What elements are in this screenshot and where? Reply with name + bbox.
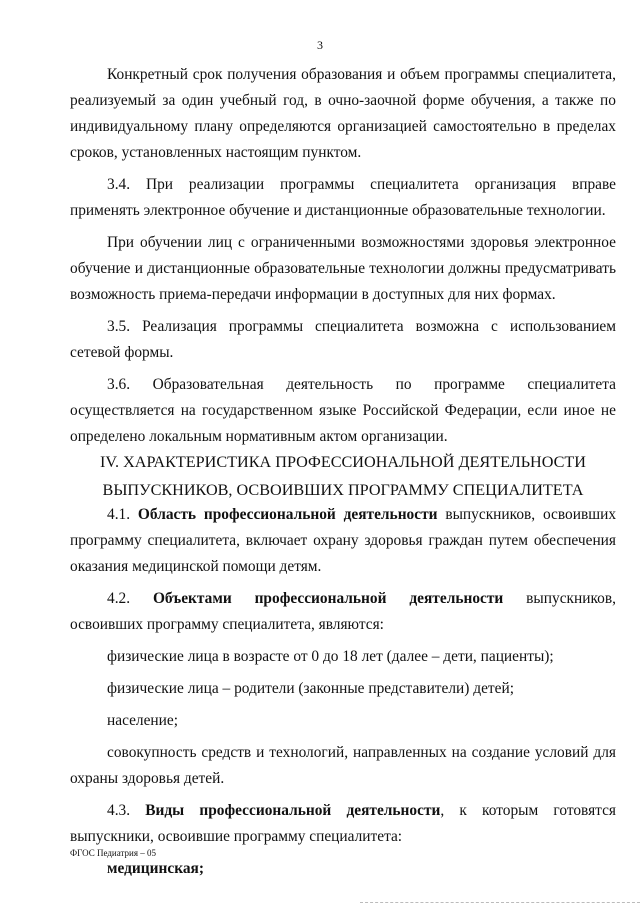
paragraph-3-4: 3.4. При реализации программы специалитета организация вправе применять электронное обучение и дистанционные образовательные технологии. xyxy=(70,176,616,219)
paragraph-4-3-number: 4.3. xyxy=(107,802,146,819)
paragraph-4-2 xyxy=(70,586,616,638)
paragraph-4-1-term: Область профессиональной деятельности xyxy=(137,506,438,523)
paragraph-disabilities: При обучении лиц с ограниченными возможностями здоровья электронное обучение и дистанционные образовательные технологии должны предусматривать возможность приема-передачи информации в доступных для них формах. xyxy=(70,234,616,303)
paragraph-study-term: Конкретный срок получения образования и объем программы специалитета, реализуемый за один учебный год, в очно-заочной форме обучения, а также по индивидуальному плану определяются организацией самостоятельно в пределах сроков, установленных настоящим пунктом. xyxy=(70,66,616,161)
section-heading-line-2: ВЫПУСКНИКОВ, ОСВОИВШИХ ПРОГРАММУ СПЕЦИАЛИТЕТА xyxy=(102,481,584,499)
section-heading xyxy=(70,448,616,504)
section-four-text xyxy=(70,502,616,882)
list-item-parents: физические лица – родители (законные представители) детей; xyxy=(107,680,514,697)
paragraph-4-3-text: , к которым готовятся выпускники, освоившие программу специалитета: xyxy=(70,802,617,845)
paragraph-3-6: 3.6. Образовательная деятельность по программе специалитета осуществляется на государственном языке Российской Федерации, если иное не определено локальным нормативным актом организации. xyxy=(70,376,616,445)
list-item-technologies: совокупность средств и технологий, направленных на создание условий для охраны здоровья детей. xyxy=(70,744,616,787)
list-item-children: физические лица в возрасте от 0 до 18 лет (далее – дети, пациенты); xyxy=(107,648,554,665)
list-item-population: население; xyxy=(107,712,179,729)
paragraph-4-1-number: 4.1. xyxy=(107,506,138,523)
paragraph-4-2-number: 4.2. xyxy=(107,590,153,607)
paragraph-4-2-text: выпускников, освоивших программу специалитета, являются: xyxy=(70,590,616,633)
section-heading-line-1: IV. ХАРАКТЕРИСТИКА ПРОФЕССИОНАЛЬНОЙ ДЕЯТЕЛЬНОСТИ xyxy=(100,453,586,471)
paragraph-4-2-term: Объектами профессиональной деятельности xyxy=(152,590,504,607)
activity-type-medical: медицинская; xyxy=(107,860,204,877)
page-edge-divider xyxy=(360,902,640,903)
page-number: 3 xyxy=(317,38,323,52)
paragraph-4-1 xyxy=(70,502,616,580)
paragraph-3-5: 3.5. Реализация программы специалитета возможна с использованием сетевой формы. xyxy=(70,318,616,361)
footer-label: ФГОС Педиатрия – 05 xyxy=(70,848,156,858)
paragraph-4-3-term: Виды профессиональной деятельности xyxy=(145,802,441,819)
paragraph-4-1-text: выпускников, освоивших программу специалитета, включает охрану здоровья граждан путем обеспечения оказания медицинской помощи детям. xyxy=(70,506,617,575)
section-three-text xyxy=(70,62,616,450)
paragraph-4-3 xyxy=(70,798,616,850)
